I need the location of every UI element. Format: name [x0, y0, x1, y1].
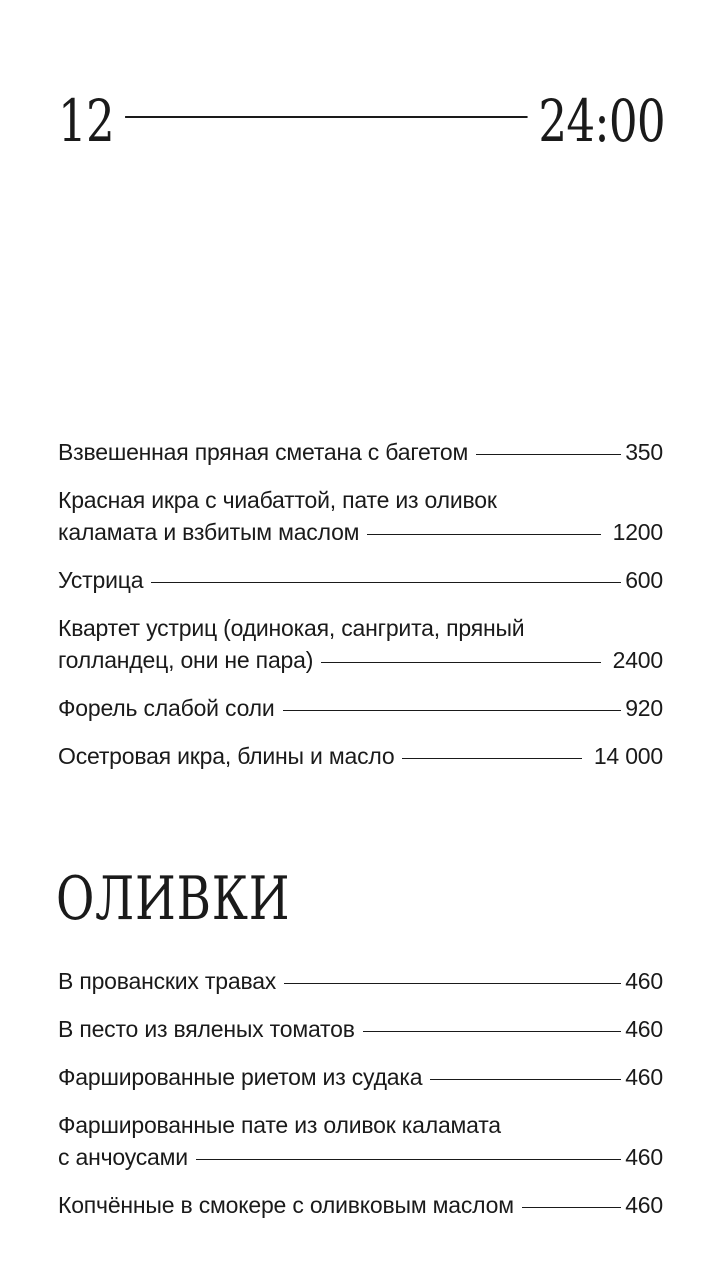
- menu-item-name: В песто из вяленых томатов: [58, 1016, 355, 1042]
- menu-item-price: 460: [625, 968, 663, 994]
- menu-item-name: Красная икра с чиабаттой, пате из оливок: [58, 487, 497, 513]
- menu-item-price: 1200: [612, 519, 663, 545]
- dotted-leader: [363, 1031, 621, 1032]
- dotted-leader: [476, 454, 621, 455]
- menu-item: [58, 564, 663, 596]
- menu-item-price: 600: [625, 567, 663, 593]
- menu-item: [58, 436, 663, 468]
- hours-open: 12: [58, 87, 115, 155]
- menu-item-price: 460: [625, 1016, 663, 1042]
- menu-item-name-cont: с анчоусами: [58, 1144, 188, 1170]
- menu-item-name: Осетровая икра, блины и масло: [58, 743, 395, 769]
- dotted-leader: [522, 1207, 621, 1208]
- menu-item-name: Квартет устриц (одинокая, сангрита, пряный: [58, 615, 525, 641]
- menu-item: [58, 1013, 663, 1045]
- menu-item-name-cont: каламата и взбитым маслом: [58, 519, 360, 545]
- dotted-leader: [430, 1079, 621, 1080]
- menu-item: [58, 965, 663, 997]
- menu-item: [58, 484, 663, 548]
- hours-close: 24:00: [538, 87, 665, 155]
- menu-item-name: Фаршированные риетом из судака: [58, 1064, 423, 1090]
- menu-item-price: 460: [625, 1064, 663, 1090]
- menu-item-price: 920: [625, 695, 663, 721]
- menu-list-top: [58, 436, 663, 788]
- menu-item-price: 14 000: [593, 743, 663, 769]
- menu-item: [58, 740, 663, 772]
- menu-list-olives: [58, 965, 663, 1237]
- menu-item: [58, 1109, 663, 1173]
- menu-item: [58, 612, 663, 676]
- menu-item-name: Фаршированные пате из оливок каламата: [58, 1112, 501, 1138]
- menu-item-name: В прованских травах: [58, 968, 277, 994]
- menu-item-price: 460: [625, 1144, 663, 1170]
- menu-item: [58, 1189, 663, 1221]
- menu-item-price: 2400: [612, 647, 663, 673]
- dotted-leader: [402, 758, 581, 759]
- dotted-leader: [196, 1159, 621, 1160]
- section-title-olives: ОЛИВКИ: [56, 864, 291, 934]
- menu-item-name-cont: голландец, они не пара): [58, 647, 314, 673]
- dotted-leader: [284, 983, 621, 984]
- menu-item-name: Устрица: [58, 567, 144, 593]
- menu-item-price: 350: [625, 439, 663, 465]
- menu-item-name: Копчённые в смокере с оливковым маслом: [58, 1192, 514, 1218]
- menu-item-price: 460: [625, 1192, 663, 1218]
- dotted-leader: [321, 662, 600, 663]
- menu-item-name: Форель слабой соли: [58, 695, 275, 721]
- dotted-leader: [283, 710, 622, 711]
- opening-hours: [58, 86, 665, 156]
- menu-item-name: Взвешенная пряная сметана с багетом: [58, 439, 469, 465]
- menu-item: [58, 1061, 663, 1093]
- dotted-leader: [367, 534, 600, 535]
- menu-item: [58, 692, 663, 724]
- hours-divider-line: [125, 116, 528, 118]
- dotted-leader: [151, 582, 621, 583]
